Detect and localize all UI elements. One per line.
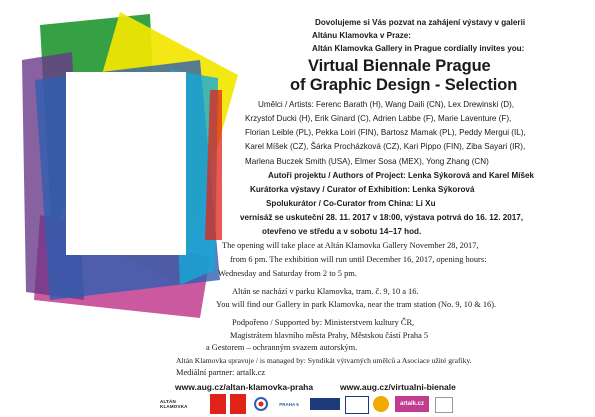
credits-authors: Autoři projektu / Authors of Project: Lenka Sýkorová and Karel Míšek (268, 171, 534, 180)
invite-line-1: Dovolujeme si Vás pozvat na zahájení výstavy v galerii (315, 18, 526, 27)
opening-en-line-1: The opening will take place at Altán Klamovka Gallery November 28, 2017, (222, 241, 479, 250)
title-line-1: Virtual Biennale Prague (308, 57, 491, 75)
gestor-logo (310, 398, 340, 410)
prague-city-logo (230, 394, 246, 414)
praha5-wordmark: PRAHA 5 (279, 401, 299, 407)
credits-curator: Kurátorka výstavy / Curator of Exhibition: Lenka Sýkorová (250, 185, 475, 194)
support-line-3: a Gestorem – ochranným svazem autorským. (206, 343, 358, 352)
support-line-1: Podpořeno / Supported by: Ministerstvem kultury ČR, (232, 318, 415, 327)
invite-line-3: Altán Klamovka Gallery in Prague cordially invites you: (312, 44, 525, 53)
managed-by: Altán Klamovka spravuje / is managed by: Syndikát výtvarných umělců a Asociace užité grafiky. (176, 356, 472, 365)
artists-line-5: Marlena Buczek Smith (USA), Elmer Sosa (MEX), Yong Zhang (CN) (245, 157, 489, 166)
location-cz: Altán se nachází v parku Klamovka, tram. č. 9, 10 a 16. (232, 287, 419, 296)
artists-line-2: Krzystof Ducki (H), Erik Ginard (C), Adrien Labbe (F), Marie Laventure (F), (245, 114, 512, 123)
link-altan-klamovka[interactable]: www.aug.cz/altan-klamovka-praha (175, 382, 314, 392)
credits-co-curator: Spolukurátor / Co-Curator from China: Li Xu (266, 199, 436, 208)
altan-klamovka-logo: ALTÁN KLAMOVKA (160, 399, 188, 409)
opening-cz-line-1: vernisáž se uskuteční 28. 11. 2017 v 18:00, výstava potrvá do 16. 12. 2017, (240, 213, 524, 222)
sponsor-logos (150, 394, 530, 414)
ministry-logo (210, 394, 226, 414)
praha5-logo (252, 396, 270, 412)
media-partner: Mediální partner: artalk.cz (176, 368, 266, 377)
artists-line-1: Umělci / Artists: Ferenc Barath (H), Wang Daili (CN), Lex Drewinski (D), (258, 100, 515, 109)
location-en: You will find our Gallery in park Klamovka, near the tram station (No. 9, 10 & 16). (216, 300, 497, 309)
title-line-2: of Graphic Design - Selection (290, 76, 518, 94)
support-line-2: Magistrátem hlavního města Prahy, Městskou částí Praha 5 (230, 331, 429, 340)
artists-line-4: Karel Míšek (CZ), Šárka Procházková (CZ), Kari Pippo (FIN), Ziba Sayari (IR), (245, 142, 526, 151)
partner-logo (435, 397, 453, 413)
artalk-logo: artalk.cz (395, 396, 429, 412)
opening-en-line-2: from 6 pm. The exhibition will run until December 16, 2017, opening hours: (230, 255, 487, 264)
opening-cz-line-2: otevřeno ve středu a v sobotu 14–17 hod. (262, 227, 422, 236)
link-virtual-bienale[interactable]: www.aug.cz/virtualni-bienale (340, 382, 456, 392)
artists-line-3: Florian Leible (PL), Pekka Loiri (FIN), Bartosz Mamak (PL), Peddy Mergui (IL), (245, 128, 526, 137)
aug-logo (345, 396, 369, 414)
invite-line-2: Altánu Klamovka v Praze: (312, 31, 411, 40)
syndikat-logo (372, 395, 390, 413)
opening-en-line-3: Wednesday and Saturday from 2 to 5 pm. (218, 269, 357, 278)
